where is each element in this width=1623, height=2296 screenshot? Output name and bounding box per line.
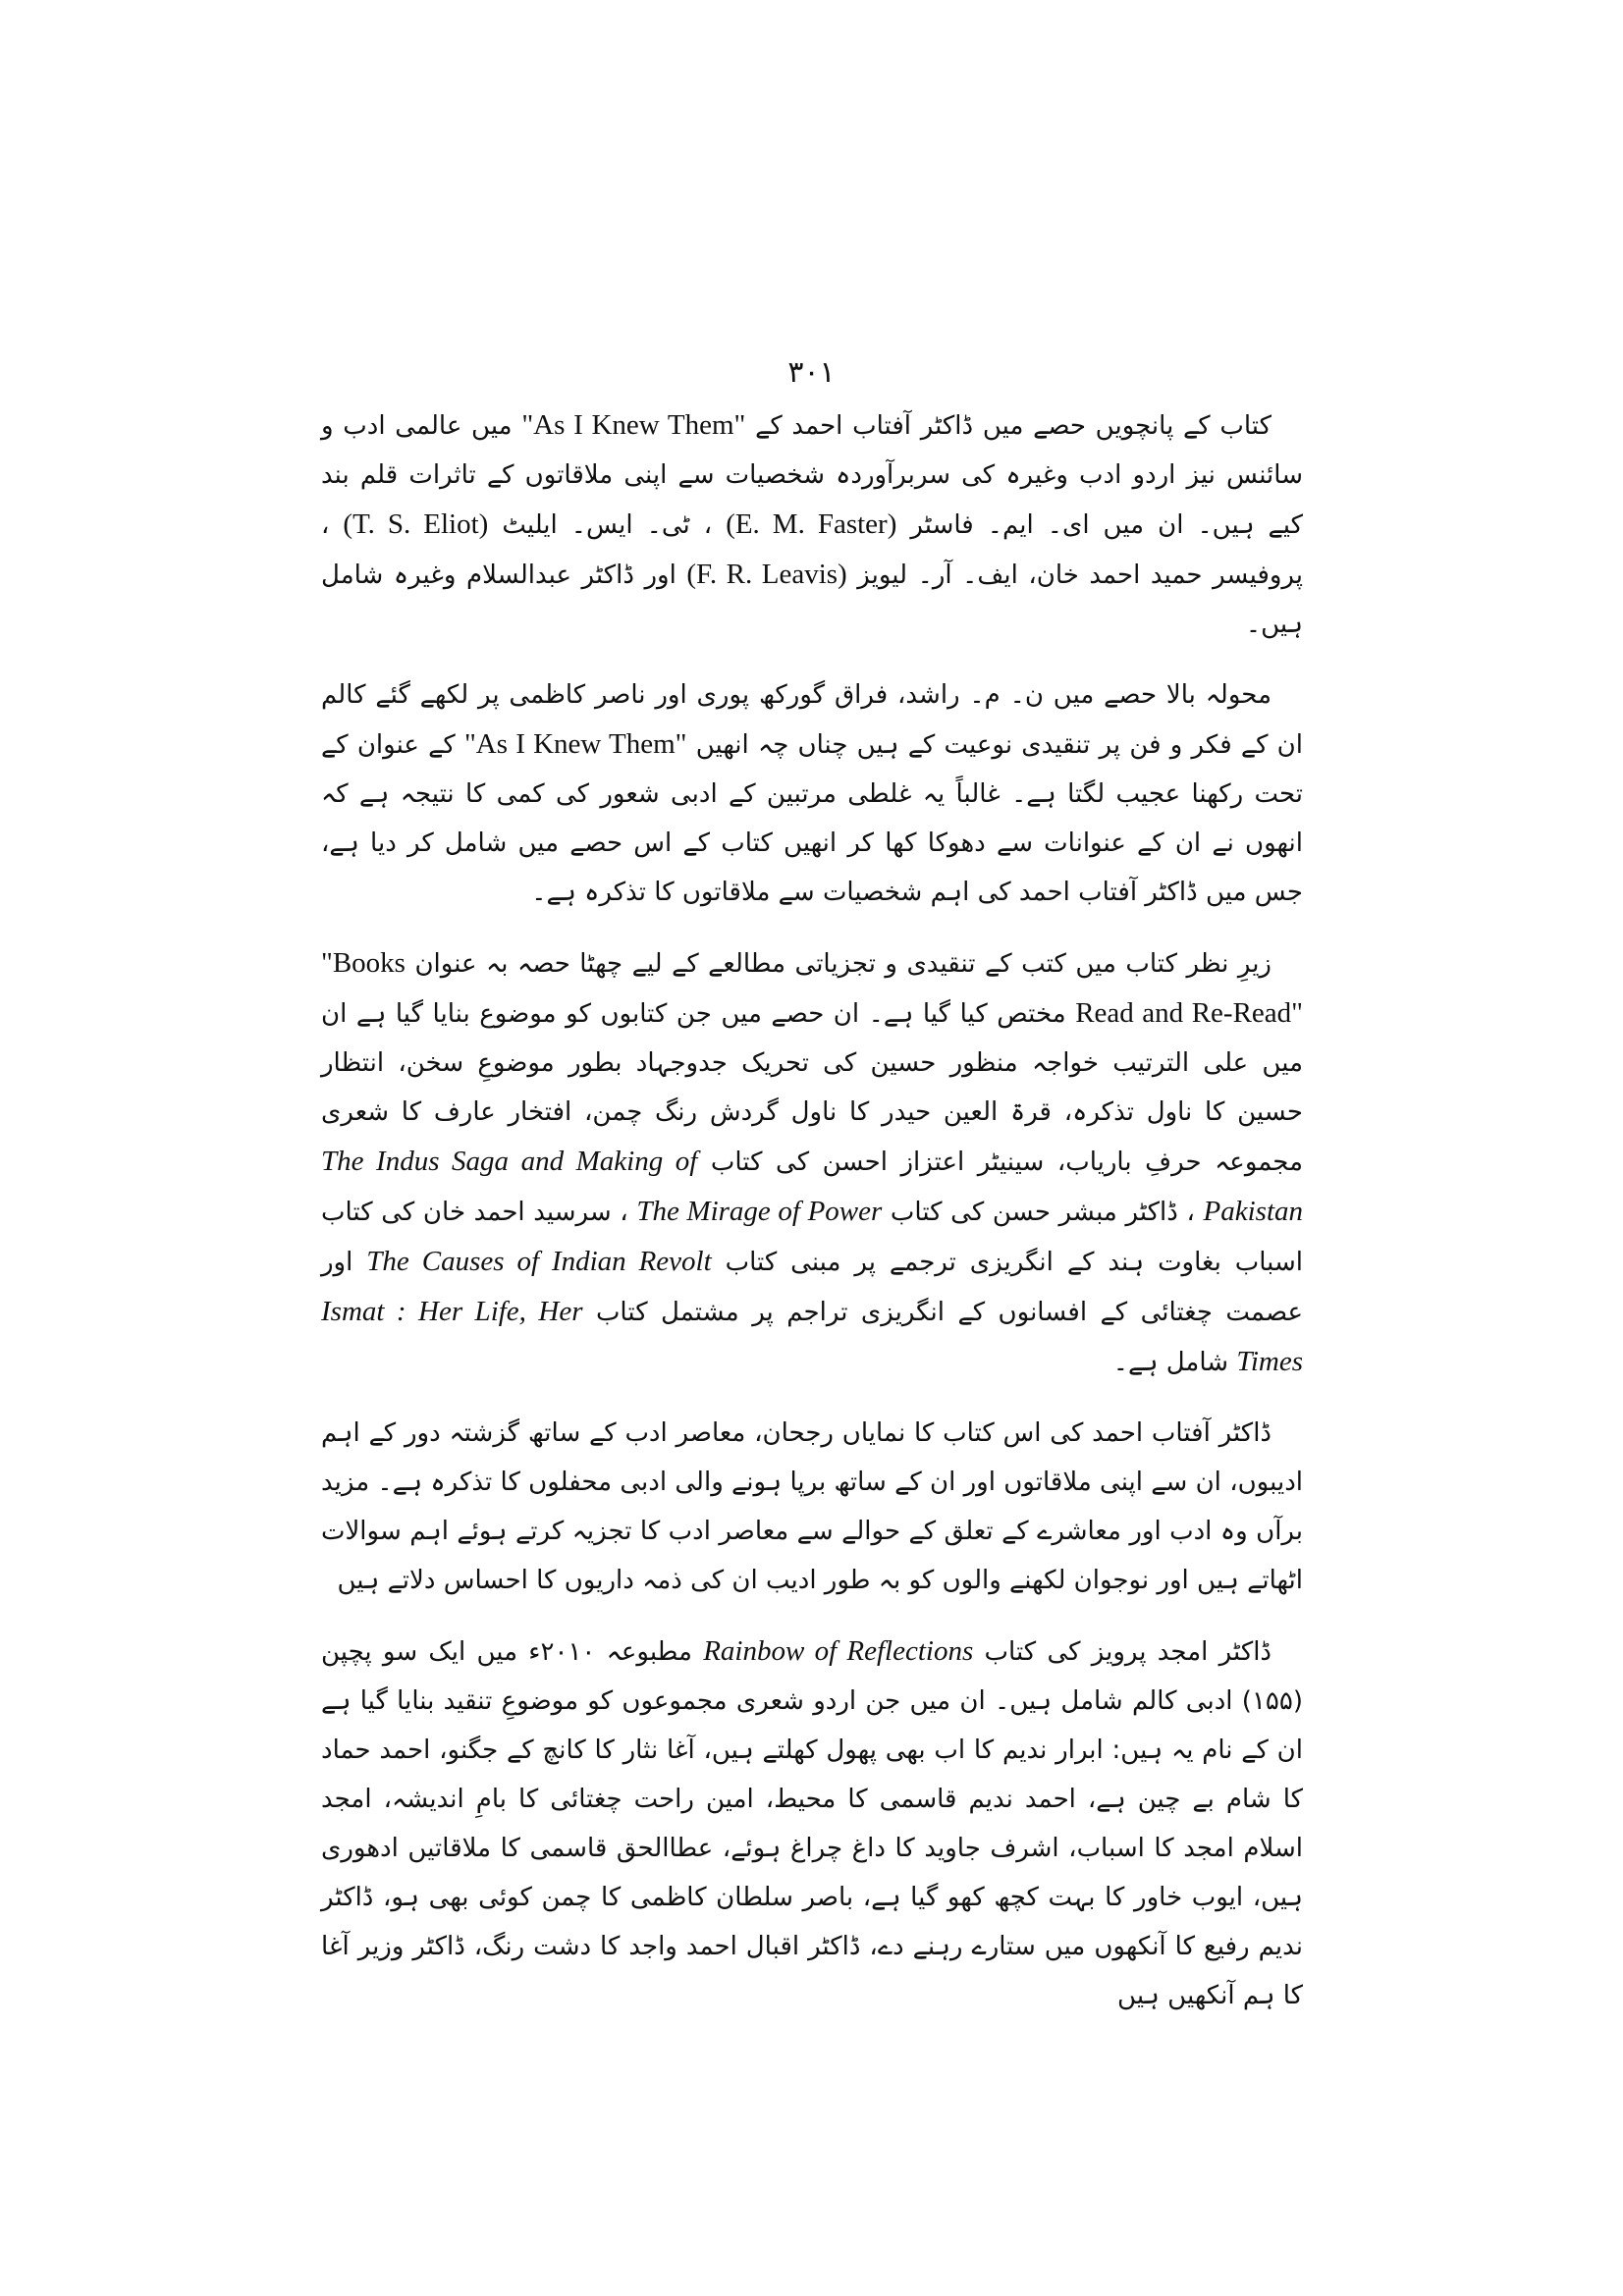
- urdu-text: شامل ہے۔: [1112, 1348, 1229, 1377]
- english-text: The Indus Saga and Making of Pakistan: [321, 1146, 1304, 1227]
- urdu-text: مختص کیا گیا ہے۔ ان حصے میں جن کتابوں کو موضوع بنایا گیا ہے ان میں علی الترتیب خواجہ منظور حسین کی تحریک جدوجہاد بطور موضوعِ سخن، انتظار حسین کا ناول تذکرہ، قرۃ العین حیدر کا ناول گردش رنگ چمن، افتخار عارف کا شعری مجموعہ حرفِ باریاب، سینیٹر اعتزاز احسن کی کتاب: [321, 999, 1303, 1177]
- urdu-text: ڈاکٹر امجد پرویز کی کتاب: [973, 1637, 1272, 1667]
- english-text: "Books Read and Re-Read": [321, 947, 1303, 1029]
- english-text: (T. S. Eliot): [343, 508, 489, 540]
- english-text: Ismat : Her Life, Her Times: [321, 1296, 1303, 1377]
- body-text: [321, 400, 1303, 2042]
- urdu-text: ، پروفیسر حمید احمد خان، ایف۔ آر۔ لیویز: [321, 510, 1304, 590]
- urdu-text: کے عنوان کے تحت رکھنا عجیب لگتا ہے۔ غالباً یہ غلطی مرتبین کے ادبی شعور کی کمی کا نتیجہ ہے کہ انھوں نے ان کے عنوانات سے دھوکا کھا کر انھیں کتاب کے اس حصے میں شامل کر دیا ہے، جس میں ڈاکٹر آفتاب احمد کی اہم شخصیات سے ملاقاتوں کا تذکرہ ہے۔: [321, 730, 1303, 907]
- urdu-text: مطبوعہ ۲۰۱۰ء میں ایک سو پچپن (۱۵۵) ادبی کالم شامل ہیں۔ ان میں جن اردو شعری مجموعوں کو موضوعِ تنقید بنایا گیا ہے ان کے نام یہ ہیں: ابرار ندیم کا اب بھی پھول کھلتے ہیں، آغا نثار کا کانچ کے جگنو، احمد حماد کا شام بے چین ہے، احمد ندیم قاسمی کا محیط، امین راحت چغتائی کا بامِ اندیشہ، امجد اسلام امجد کا اسباب، اشرف جاوید کا داغ چراغ ہوئے، عطاالحق قاسمی کا ملاقاتیں ادھوری ہیں، ایوب خاور کا بہت کچھ کھو گیا ہے، باصر سلطان کاظمی کا چمن کوئی بھی ہو، ڈاکٹر ندیم رفیع کا آنکھوں میں ستارے رہنے دے، ڈاکٹر اقبال احمد واجد کا دشت رنگ، ڈاکٹر وزیر آغا کا ہم آنکھیں ہیں: [321, 1637, 1303, 2010]
- english-text: "As I Knew Them": [463, 728, 687, 760]
- urdu-text: ڈاکٹر آفتاب احمد کی اس کتاب کا نمایاں رجحان، معاصر ادب کے ساتھ گزشتہ دور کے اہم ادیبوں، ان سے اپنی ملاقاتوں اور ان کے ساتھ برپا ہونے والی ادبی محفلوں کا تذکرہ ہے۔ مزید برآں وہ ادب اور معاشرے کے تعلق کے حوالے سے معاصر ادب کا تجزیہ کرتے ہوئے اہم سوالات اٹھاتے ہیں اور نوجوان لکھنے والوں کو بہ طور ادیب ان کی ذمہ داریوں کا احساس دلاتے ہیں: [321, 1418, 1303, 1595]
- english-text: The Causes of Indian Revolt: [366, 1246, 712, 1277]
- paragraph: [321, 670, 1303, 917]
- urdu-text: کتاب کے پانچویں حصے میں ڈاکٹر آفتاب احمد کے: [745, 411, 1271, 441]
- paragraph: [321, 1409, 1303, 1605]
- english-text: The Mirage of Power: [636, 1196, 883, 1227]
- english-text: Rainbow of Reflections: [703, 1635, 974, 1667]
- paragraph: [321, 1627, 1303, 2020]
- urdu-text: ، ٹی۔ ایس۔ ایلیٹ: [488, 510, 713, 540]
- paragraph: [321, 938, 1303, 1387]
- page-number: ۳۰۱: [787, 355, 836, 390]
- urdu-text: محولہ بالا حصے میں ن۔ م۔ راشد، فراق گورکھ پوری اور ناصر کاظمی پر لکھے گئے کالم ان کے فکر و فن پر تنقیدی نوعیت کے ہیں چناں چہ انھیں: [321, 680, 1303, 760]
- english-text: (F. R. Leavis): [686, 559, 847, 590]
- urdu-text: ، سرسید احمد خان کی کتاب اسباب بغاوت ہند کے انگریزی ترجمے پر مبنی کتاب: [321, 1198, 1304, 1277]
- urdu-text: اور ڈاکٹر عبدالسلام وغیرہ شامل ہیں۔: [321, 561, 1303, 639]
- urdu-text: زیرِ نظر کتاب میں کتب کے تنقیدی و تجزیاتی مطالعے کے لیے چھٹا حصہ بہ عنوان: [405, 949, 1271, 979]
- urdu-text: اور عصمت چغتائی کے افسانوں کے انگریزی تراجم پر مشتمل کتاب: [321, 1248, 1303, 1327]
- urdu-text: میں عالمی ادب و سائنس نیز اردو ادب وغیرہ کی سربرآوردہ شخصیات سے اپنی ملاقاتوں کے تاثرات قلم بند کیے ہیں۔ ان میں ای۔ ایم۔ فاسٹر: [321, 411, 1304, 540]
- english-text: "As I Knew Them": [521, 409, 746, 441]
- english-text: (E. M. Faster): [726, 508, 897, 540]
- urdu-text: ، ڈاکٹر مبشر حسن کی کتاب: [882, 1198, 1195, 1227]
- paragraph: [321, 400, 1303, 649]
